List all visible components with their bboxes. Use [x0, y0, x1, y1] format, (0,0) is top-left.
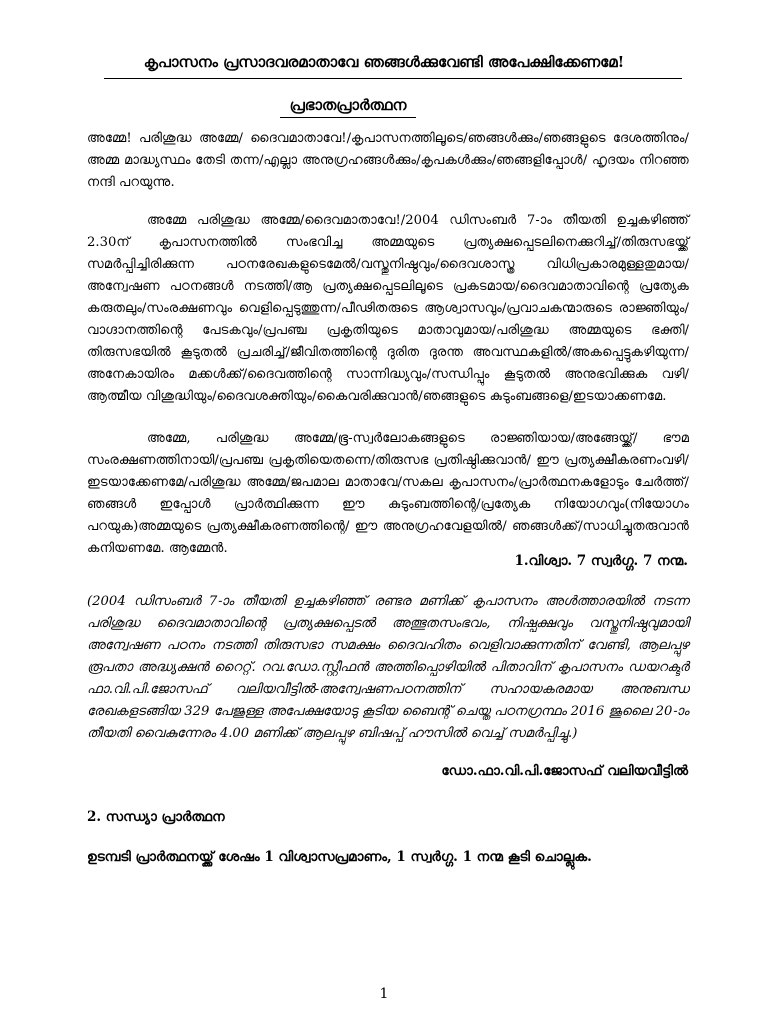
signature: ഡോ.ഫാ.വി.പി.ജോസഫ് വലിയവീട്ടിൽ — [441, 763, 688, 779]
document-title: കൃപാസനം പ്രസാദവരമാതാവേ ഞങ്ങൾക്കുവേണ്ടി അപേക്ഷിക്കേണമേ! — [143, 53, 625, 71]
title-divider — [104, 78, 682, 79]
paragraph-petition: അമ്മേ പരിശുദ്ധ അമ്മേ/ദൈവമാതാവേ!/2004 ഡിസംബർ 7-ാം തീയതി ഉച്ചകഴിഞ്ഞ് 2.30ന് കൃപാസനത്തിൽ സംഭവിച്ച അമ്മയുടെ പ്രത്യക്ഷപ്പെടലിനെക്കുറിച്ച്/തിരുസഭയ്ക്ക് സമർപ്പിച്ചിരിക്കുന്ന പഠനരേഖകളുടെമേൽ/വസ്തുനിഷ്ഠവും/ദൈവശാസ്ത്ര വിധിപ്രകാരമുള്ളതുമായ/അന്വേഷണ പഠനങ്ങൾ നടത്തി/ആ പ്രത്യക്ഷപ്പെടലിലൂടെ പ്രകടമായ/ദൈവമാതാവിന്റെ പ്രത്യേക കരുതലും/സംരക്ഷണവും വെളിപ്പെടുത്തുന്ന/പീഢിതരുടെ ആശ്വാസവും/പ്രവാചകന്മാരുടെ രാജ്ഞിയും/വാഗ്ദാനത്തിന്റെ പേടകവും/പ്രപഞ്ച പ്രകൃതിയുടെ മാതാവുമായ/പരിശുദ്ധ അമ്മയുടെ ഭക്തി/തിരുസഭയിൽ കൂടുതൽ പ്രചരിച്ച്/ജീവിതത്തിന്റെ ദുരിത ദുരന്ത അവസ്ഥകളിൽ/അകപ്പെട്ടുകഴിയുന്ന/അനേകായിരം മക്കൾക്ക്/ദൈവത്തിന്റെ സാന്നിദ്ധ്യവും/സന്ധിപ്പും കൂടുതൽ അനുഭവിക്കുക വഴി/ആത്മീയ വിശുദ്ധിയും/ദൈവശക്തിയും/കൈവരിക്കുവാൻ/ഞങ്ങളുടെ കുടുംബങ്ങളെ/ഇടയാക്കണമേ. — [87, 213, 689, 404]
paragraph-consecration: അമ്മേ, പരിശുദ്ധ അമ്മേ/ഭൂ-സ്വർലോകങ്ങളുടെ രാജ്ഞിയായ/അങ്ങേയ്ക്ക്/ ഭൗമ സംരക്ഷണത്തിനായി/പ്രപഞ്ച പ്രകൃതിയെതന്നെ/തിരുസഭ പ്രതിഷ്ഠിക്കുവാൻ/ ഈ പ്രത്യക്ഷീകരണംവഴി/ഇടയാക്കേണമേ/പരിശുദ്ധ അമ്മേ/ജപമാല മാതാവേ/സകല കൃപാസനം/പ്രാർത്ഥനകളോടും ചേർത്ത്/ ഞങ്ങൾ ഇപ്പോൾ പ്രാർത്ഥിക്കുന്ന ഈ കുടുംബത്തിന്റെ/പ്രത്യേക നിയോഗവും(നിയോഗം പറയുക)അമ്മയുടെ പ്രത്യക്ഷീകരണത്തിന്റെ/ ഈ അനുഗ്രഹവേളയിൽ/ ഞങ്ങൾക്ക്/സാധിച്ചുതരുവാൻ കനിയണമേ. ആമ്മേൻ. — [87, 431, 689, 556]
section-heading-evening-prayer: 2. സന്ധ്യാ പ്രാർത്ഥന — [87, 809, 225, 825]
page-number: 1 — [379, 986, 389, 1002]
historical-note: (2004 ഡിസംബർ 7-ാം തീയതി ഉച്ചകഴിഞ്ഞ് രണ്ടര മണിക്ക് കൃപാസനം അൾത്താരയിൽ നടന്ന പരിശുദ്ധ ദൈവമാതാവിന്റെ പ്രത്യക്ഷപ്പെടൽ അത്ഭുതസംഭവം, നിഷ്പക്ഷവും വസ്തുനിഷ്ഠവുമായി അന്വേഷണ പഠനം നടത്തി തിരുസഭാ സമക്ഷം ദൈവഹിതം വെളിവാക്കുന്നതിന് വേണ്ടി, ആലപ്പുഴ രൂപതാ അദ്ധ്യക്ഷൻ റൈറ്റ്. റവ.ഡോ.സ്റ്റീഫൻ അത്തിപ്പൊഴിയിൽ പിതാവിന് കൃപാസനം ഡയറക്ടർ ഫാ.വി.പി.ജോസഫ് വലിയവീട്ടിൽ-അന്വേഷണപഠനത്തിന് സഹായകരമായ അനുബന്ധ രേഖകളടങ്ങിയ 329 പേജുള്ള അപേക്ഷയോടു കൂടിയ ബൈന്റ് ചെയ്ത പഠനഗ്രന്ഥം 2016 ജൂലൈ 20-ാം തീയതി വൈകുന്നേരം 4.00 മണിക്ക് ആലപ്പുഴ ബിഷപ്പ് ഹൗസിൽ വെച്ച് സമർപ്പിച്ചു.) — [87, 594, 689, 741]
evening-prayer-instruction: ഉടമ്പടി പ്രാർത്ഥനയ്ക്ക് ശേഷം 1 വിശ്വാസപ്രമാണം, 1 സ്വർഗ്ഗ. 1 നന്മ കൂടി ചൊല്ലുക. — [87, 849, 592, 865]
paragraph-thanksgiving: അമ്മേ! പരിശുദ്ധ അമ്മേ/ ദൈവമാതാവേ!/കൃപാസനത്തിലൂടെ/ഞങ്ങൾക്കും/ഞങ്ങളുടെ ദേശത്തിനും/അമ്മ മാദ്ധ്യസ്ഥം തേടി തന്ന/എല്ലാ അനുഗ്രഹങ്ങൾക്കും/കൃപകൾക്കും/ഞങ്ങളിപ്പോൾ/ ഹൃദയം നിറഞ്ഞ നന്ദി പറയുന്നു. — [87, 131, 689, 190]
section-title-morning-prayer: പ്രഭാതപ്രാർത്ഥന — [280, 95, 416, 118]
prayer-count: 1.വിശ്വാ. 7 സ്വർഗ്ഗ. 7 നന്മ. — [514, 553, 688, 569]
